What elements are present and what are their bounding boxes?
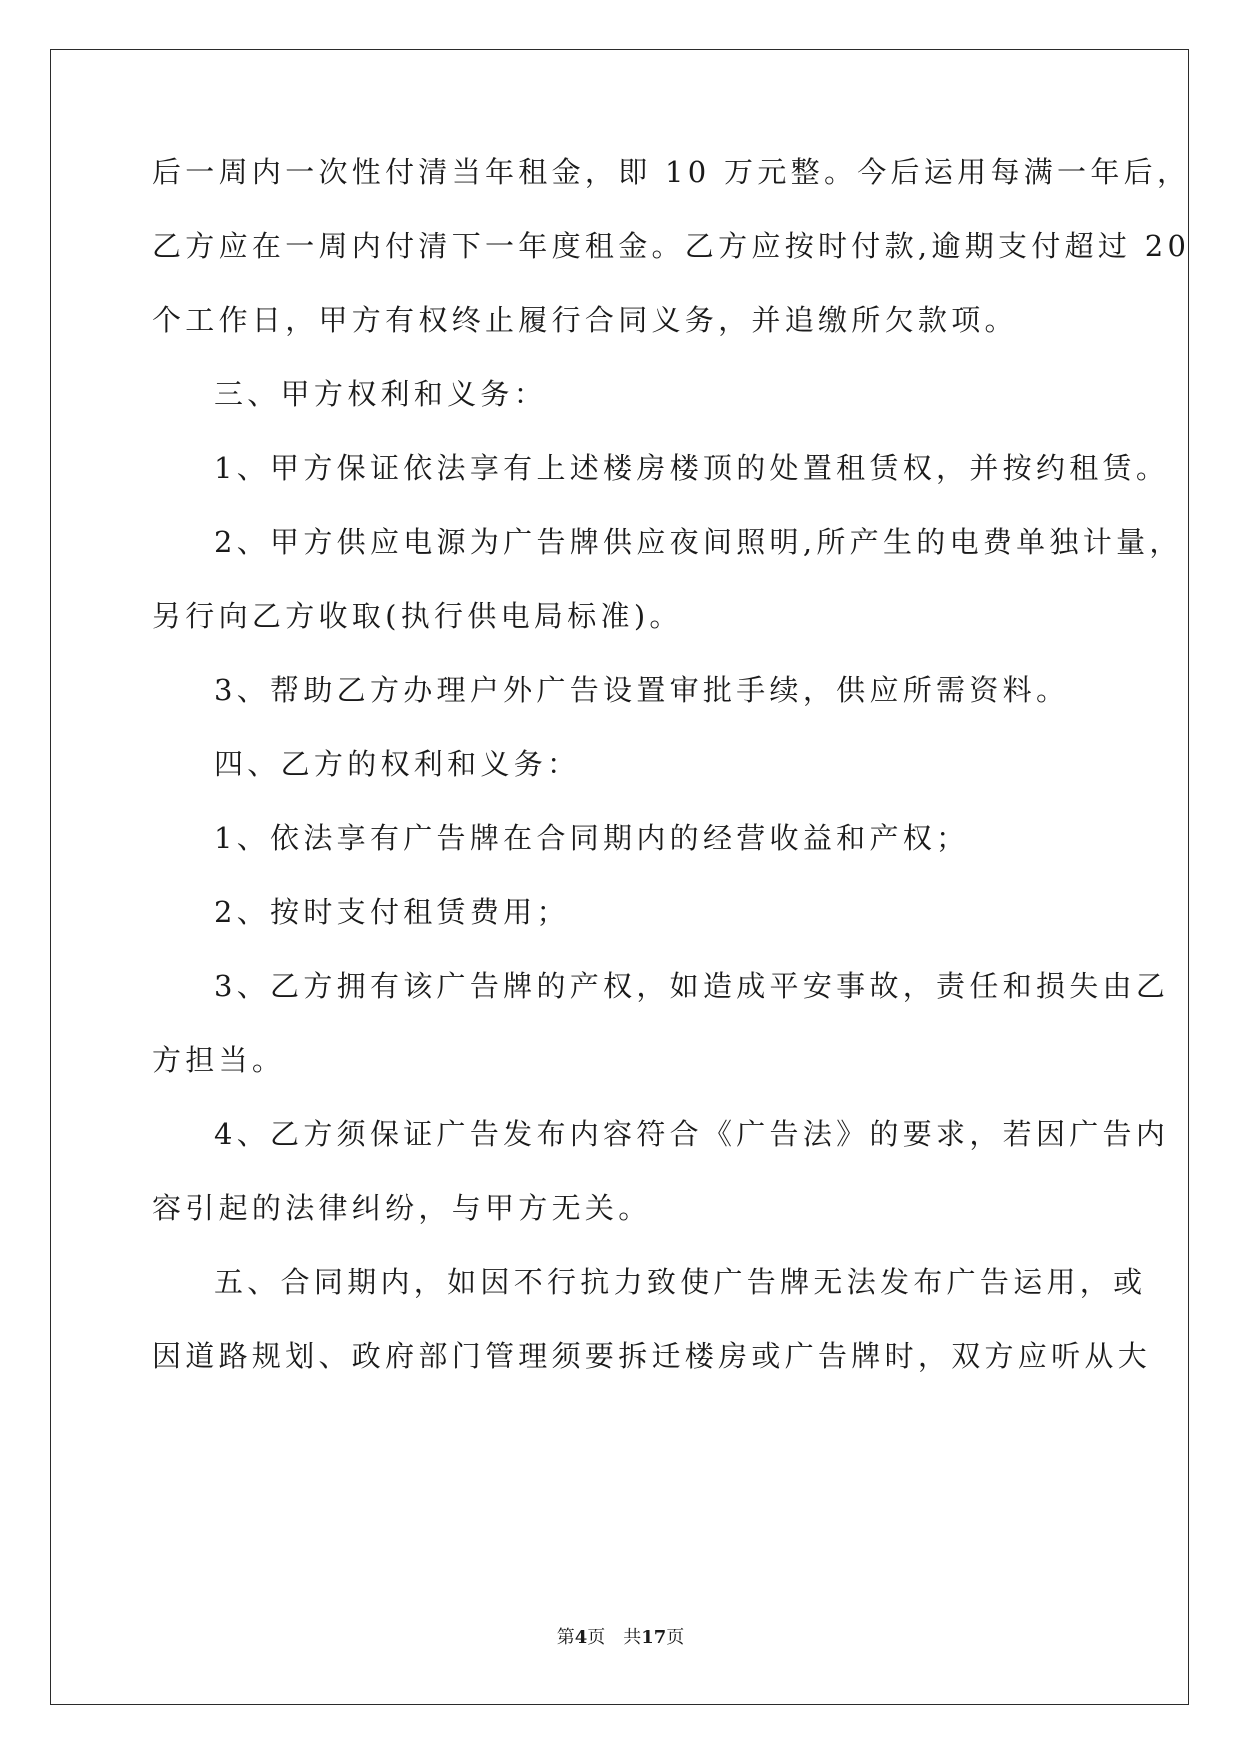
text-line: 3、帮助乙方办理户外广告设置审批手续，供应所需资料。 — [214, 673, 1070, 707]
text-line: 容引起的法律纠纷，与甲方无关。 — [152, 1191, 652, 1225]
text-line: 1、甲方保证依法享有上述楼房楼顶的处置租赁权，并按约租赁。 — [214, 451, 1170, 485]
text-line: 2、甲方供应电源为广告牌供应夜间照明,所产生的电费单独计量， — [214, 525, 1183, 559]
total-pages: 17 — [641, 1627, 667, 1648]
text-line: 2、按时支付租赁费用； — [214, 895, 570, 929]
text-line: 另行向乙方收取(执行供电局标准)。 — [152, 599, 683, 633]
section-heading: 四、乙方的权利和义务： — [214, 747, 581, 781]
total-suffix: 页 — [666, 1627, 685, 1648]
page-number: 4 — [574, 1627, 588, 1648]
page-border — [50, 49, 1189, 1705]
page-prefix: 第 — [556, 1627, 575, 1648]
text-line: 个工作日，甲方有权终止履行合同义务，并追缴所欠款项。 — [152, 303, 1018, 337]
text-line: 3、乙方拥有该广告牌的产权，如造成平安事故，责任和损失由乙 — [214, 969, 1170, 1003]
text-line: 因道路规划、政府部门管理须要拆迁楼房或广告牌时，双方应听从大 — [152, 1339, 1152, 1373]
section-heading: 三、甲方权利和义务： — [214, 377, 548, 411]
total-prefix: 共 — [623, 1627, 642, 1648]
text-line: 乙方应在一周内付清下一年度租金。乙方应按时付款,逾期支付超过 20 — [152, 229, 1191, 263]
text-line: 方担当。 — [152, 1043, 286, 1077]
text-line: 4、乙方须保证广告发布内容符合《广告法》的要求，若因广告内 — [214, 1117, 1170, 1151]
page-footer — [0, 1626, 1241, 1650]
page-suffix: 页 — [587, 1627, 606, 1648]
text-line: 后一周内一次性付清当年租金，即 10 万元整。今后运用每满一年后， — [152, 155, 1191, 189]
text-line: 1、依法享有广告牌在合同期内的经营收益和产权； — [214, 821, 970, 855]
text-line: 五、合同期内，如因不行抗力致使广告牌无法发布广告运用，或 — [214, 1265, 1147, 1299]
